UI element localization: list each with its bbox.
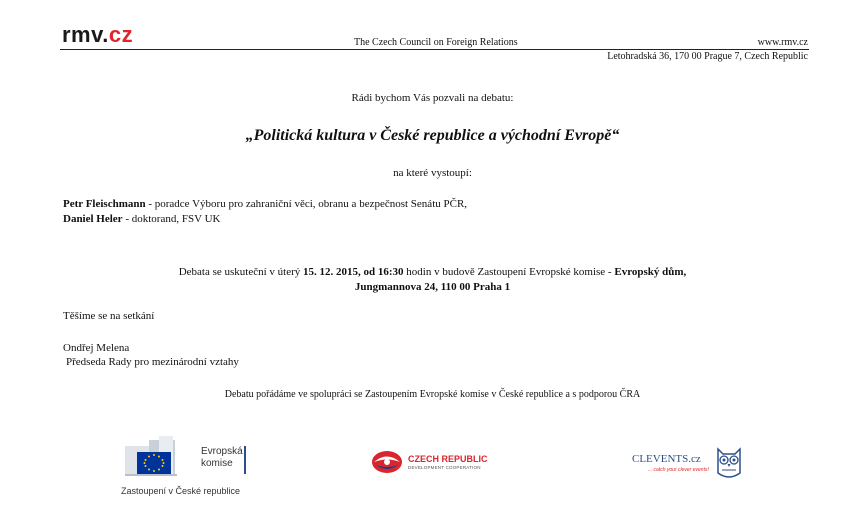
ec-subtitle: Zastoupení v České republice	[121, 486, 241, 496]
speaker-line	[63, 198, 467, 210]
clevents-subtitle: ... catch your clever events!	[648, 467, 709, 473]
cooperation-note: Debatu pořádáme ve spolupráci se Zastoupením Evropské komise v České republice a s podporou ČRA	[224, 389, 641, 400]
debate-address: Jungmannova 24, 110 00 Praha 1	[354, 281, 511, 293]
signature-name: Ondřej Melena	[63, 342, 130, 354]
logo-main-text: rmv.	[62, 22, 109, 47]
signature-title: Předseda Rady pro mezinárodní vztahy	[66, 356, 239, 368]
speaker-role: - doktorand, FSV UK	[122, 213, 221, 225]
speaker-name: Petr Fleischmann	[63, 198, 146, 210]
speaker-line	[63, 213, 220, 225]
czech-logo-title: CZECH REPUBLIC	[408, 454, 488, 464]
debate-prefix: Debata se uskuteční v úterý	[178, 266, 304, 278]
header-divider	[60, 49, 809, 50]
ec-divider	[244, 446, 246, 474]
debate-datetime: 15. 12. 2015, od 16:30	[303, 266, 404, 278]
header-organization: The Czech Council on Foreign Relations	[354, 37, 518, 48]
european-commission-logo	[121, 432, 275, 502]
ec-line2: komise	[201, 458, 233, 469]
owl-icon	[714, 443, 744, 481]
speaker-role: - poradce Výboru pro zahraniční věci, obranu a bezpečnost Senátu PČR,	[145, 198, 468, 210]
clevents-logo	[632, 441, 747, 483]
ec-line1: Evropská	[201, 446, 243, 457]
speaker-name: Daniel Heler	[63, 213, 123, 225]
eu-building-flag-icon	[125, 436, 197, 478]
speakers-intro: na které vystoupí:	[393, 167, 472, 179]
logo-accent-text: cz	[108, 22, 134, 47]
czech-hands-icon	[370, 449, 404, 475]
debate-title: „Politická kultura v České republice a východní Evropě“	[245, 127, 620, 144]
rmv-logo	[62, 22, 133, 48]
header-website[interactable]: www.rmv.cz	[757, 37, 808, 48]
header-address: Letohradská 36, 170 00 Prague 7, Czech Republic	[607, 51, 808, 62]
ec-wordmark	[201, 446, 243, 470]
debate-middle: hodin v budově Zastoupení Evropské komise -	[403, 266, 615, 278]
invitation-text: Rádi bychom Vás pozvali na debatu:	[351, 92, 514, 104]
closing-text: Těšíme se na setkání	[63, 310, 155, 322]
debate-details	[0, 265, 865, 295]
czech-logo-subtitle: DEVELOPMENT COOPERATION	[408, 465, 481, 470]
debate-venue: Evropský dům,	[614, 266, 687, 278]
czech-development-logo	[370, 447, 500, 477]
clevents-title: CLEVENTS.cz	[632, 453, 701, 465]
